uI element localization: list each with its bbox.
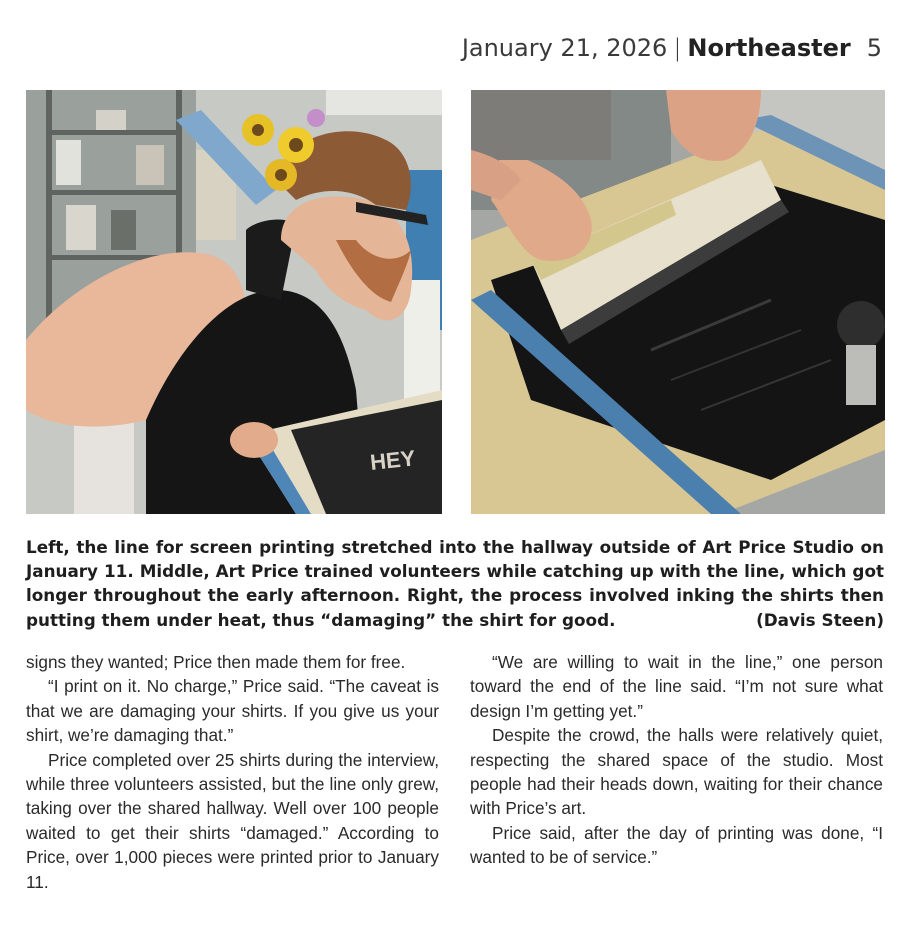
paragraph: Price said, after the day of printing was done, “I wanted to be of service.”: [470, 822, 883, 868]
paragraph: Price completed over 25 shirts during the interview, while three volunteers assisted, but the line only grew, taking over the shared hallway. Well over 100 people waited to get their shirts “damaged.” According to Price, over 1,000 pieces were printed prior to January 11.: [26, 749, 439, 892]
issue-date: January 21, 2026: [461, 34, 668, 62]
paragraph: “We are willing to wait in the line,” one person toward the end of the line said. “I’m not sure what design I’m getting yet.”: [470, 652, 883, 721]
article-column-right: [470, 650, 883, 870]
screen-text-hey: HEY: [368, 445, 417, 475]
article-column-left: [26, 650, 439, 894]
page-number: 5: [866, 34, 882, 62]
paragraph: Despite the crowd, the halls were relatively quiet, respecting the shared space of the studio. Most people had their heads down, waiting for their chance with Price’s art.: [470, 725, 883, 819]
photo-credit: (Davis Steen): [756, 609, 884, 630]
caption-text: Left, the line for screen printing stretched into the hallway outside of Art Price Studio on January 11. Middle, Art Price trained volunteers while catching up with the line, which got longer throughout the early afternoon. Right, the process involved inking the shirts then putting them under heat, thus “damaging” the shirt for good.: [26, 537, 884, 630]
paragraph: signs they wanted; Price then made them for free.: [26, 652, 406, 672]
publication-name: Northeaster: [687, 34, 851, 62]
page-header: [462, 34, 882, 62]
photo-right-inking: [471, 90, 885, 514]
header-separator: |: [673, 34, 682, 62]
photo-caption: [26, 535, 884, 632]
paragraph: “I print on it. No charge,” Price said. “The caveat is that we are damaging your shirts. If you give us your shirt, we’re damaging that.”: [26, 676, 439, 746]
photo-left-illustration: [26, 90, 442, 514]
photo-left-printer: [26, 90, 442, 514]
photo-right-illustration: [471, 90, 885, 514]
